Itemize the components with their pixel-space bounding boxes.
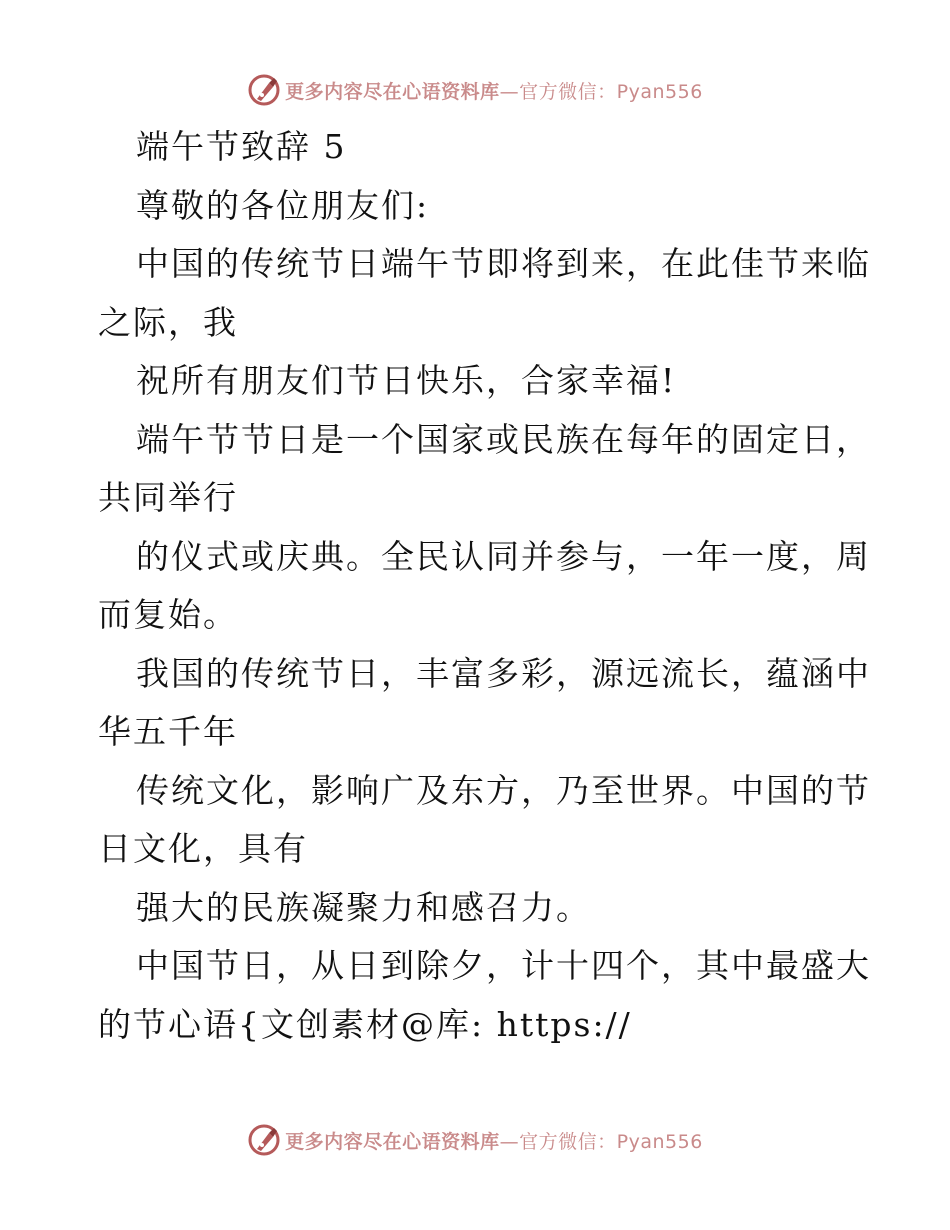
paragraph-line: 中国节日，从日到除夕，计十四个，其中最盛大 <box>136 946 871 985</box>
watermark-text: 更多内容尽在心语资料库—官方微信：Pyan556 <box>285 1130 703 1153</box>
pen-nib-logo-icon <box>247 1123 281 1157</box>
document-title: 端午节致辞 5 <box>136 127 347 166</box>
paragraph-line: 共同举行 <box>98 478 238 517</box>
salutation: 尊敬的各位朋友们: <box>136 185 430 225</box>
paragraph-line: 而复始。 <box>98 595 238 634</box>
paragraph-line: 传统文化，影响广及东方，乃至世界。中国的节 <box>136 770 871 810</box>
paragraph-line: 日文化，具有 <box>98 829 308 868</box>
paragraph-line: 祝所有朋友们节日快乐，合家幸福! <box>136 361 677 400</box>
header-watermark <box>0 70 950 110</box>
footer-watermark <box>0 1120 950 1160</box>
paragraph-line: 华五千年 <box>98 712 238 751</box>
paragraph-line: 我国的传统节日，丰富多彩，源远流长，蕴涵中 <box>136 653 871 693</box>
paragraph-line: 之际，我 <box>98 302 238 342</box>
watermark-text: 更多内容尽在心语资料库—官方微信：Pyan556 <box>285 80 703 103</box>
paragraph-line: 端午节节日是一个国家或民族在每年的固定日， <box>136 419 871 459</box>
pen-nib-logo-icon <box>247 73 281 107</box>
paragraph-line: 的仪式或庆典。全民认同并参与，一年一度，周 <box>136 536 871 576</box>
paragraph-line: 强大的民族凝聚力和感召力。 <box>136 887 591 927</box>
paragraph-line: 的节心语{文创素材@库: https:// <box>98 1004 632 1044</box>
document-body <box>98 118 871 1054</box>
paragraph-line: 中国的传统节日端午节即将到来，在此佳节来临 <box>136 244 871 283</box>
